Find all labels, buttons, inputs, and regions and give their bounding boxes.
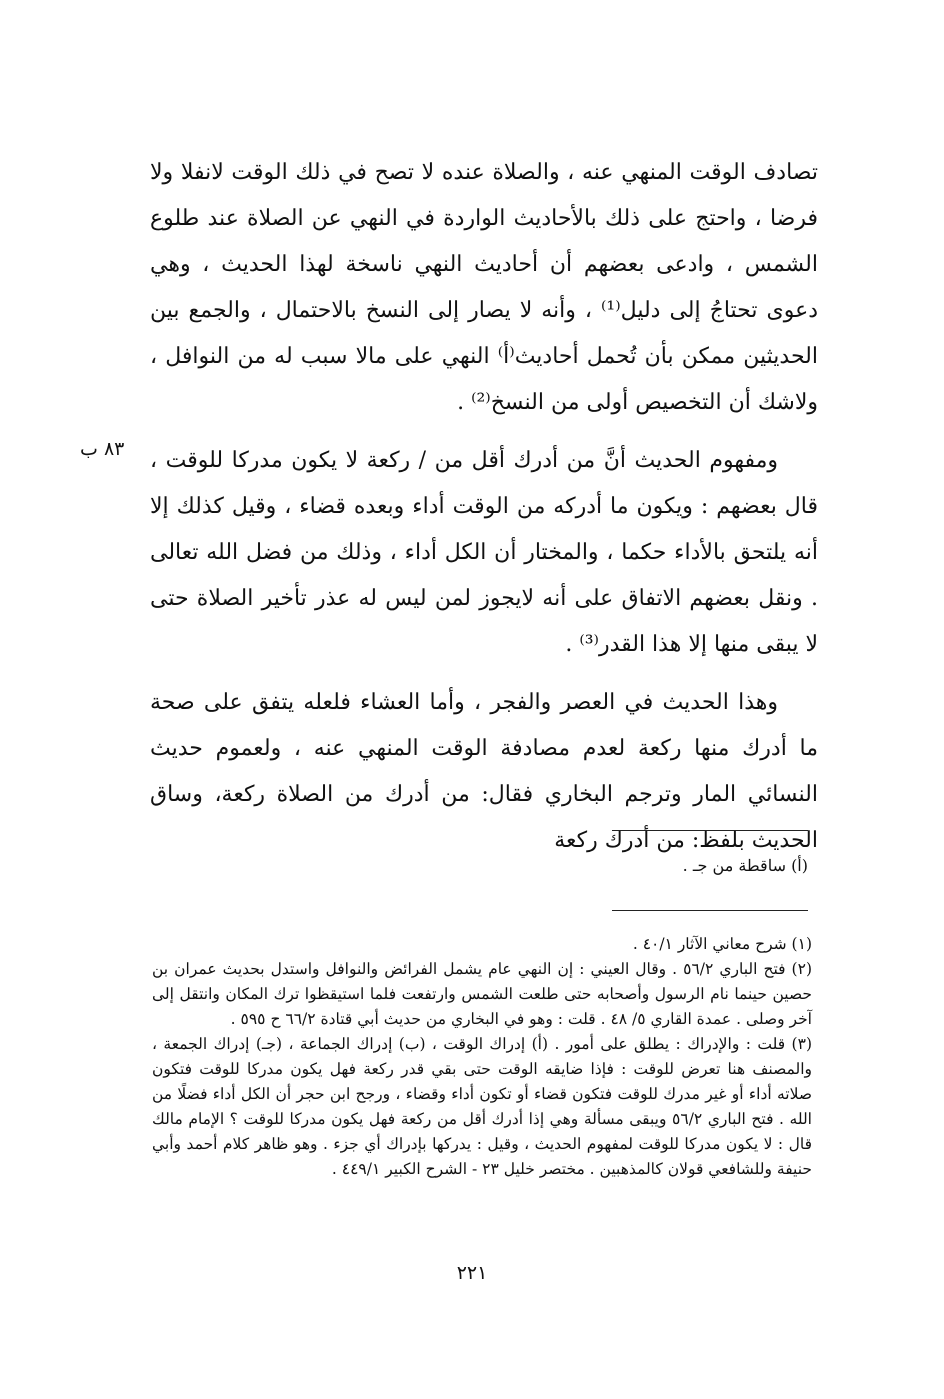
footnote-3: (٣) قلت : والإدراك : يطلق على أمور . (أ) إدراك الوقت ، (ب) إدراك الجماعة ، (جـ) إدراك الجمعة ، والمصنف هنا تعرض للوقت : فإذا ضايقه الوقت حتى بقي قدر ركعة فهل يكون مدركا للوقت فتكون صلاته أداء أو غير مدرك للوقت فتكون قضاء أو تكون أداء وقضاء ، ورجح ابن حجر أن الكل أداء فضلًا من الله . فتح الباري ٥٦/٢ ويبقى مسألة وهي إذا أدرك أقل من ركعة فهل يكون مدركا للوقت ؟ الإمام مالك قال : لا يكون مدركا للوقت لمفهوم الحديث ، وقيل : يدركها بإدراك أي جزء . وهو ظاهر كلام أحمد وأبي حنيفة وللشافعي قولان كالمذهبين . مختصر خليل ٢٣ - الشرح الكبير ٤٤٩/١ . bbox=[152, 1035, 813, 1178]
page-number: ٢٢١ bbox=[456, 1262, 488, 1284]
paragraph-3: وهذا الحديث في العصر والفجر ، وأما العشاء فلعله يتفق على صحة ما أدرك منها ركعة لعدم مصادفة الوقت المنهي عنه ، ولعموم حديث النسائي المار وترجم البخاري فقال: من أدرك من الصلاة ركعة، وساق الحديث بلفظ: من أدرك ركعة bbox=[150, 690, 818, 853]
main-text bbox=[150, 150, 818, 876]
paragraph-1: تصادف الوقت المنهي عنه ، والصلاة عنده لا تصح في ذلك الوقت لانفلا ولا فرضا ، واحتج على ذلك بالأحاديث الواردة في النهي عن الصلاة عند طلوع الشمس ، وادعى بعضهم أن أحاديث النهي ناسخة لهذا الحديث ، وهي دعوى تحتاجُ إلى دليل⁽¹⁾ ، وأنه لا يصار إلى النسخ بالاحتمال ، والجمع بين الحديثين ممكن بأن تُحمل أحاديث⁽أ⁾ النهي على مالا سبب له من النوافل ، ولاشك أن التخصيص أولى من النسخ⁽²⁾ . bbox=[150, 160, 818, 415]
manuscript-folio-reference: ٨٣ ب bbox=[80, 438, 125, 460]
footnote-divider bbox=[612, 910, 808, 911]
variant-note: (أ) ساقطة من جـ . bbox=[682, 856, 808, 875]
footnotes bbox=[152, 932, 812, 1182]
footnote-divider-variant bbox=[612, 830, 808, 831]
footnote-1: (١) شرح معاني الآثار ٤٠/١ . bbox=[632, 935, 812, 953]
footnote-2: (٢) فتح الباري ٥٦/٢ . وقال العيني : إن النهي عام يشمل الفرائض والنوافل واستدل بحديث عمران بن حصين حينما نام الرسول وأصحابه حتى طلعت الشمس وارتفعت فلما استيقظوا ترك المكان وانتقل إلى آخر وصلى . عمدة القاري ٥/ ٤٨ . قلت : وهو في البخاري من حديث أبي قتادة ٦٦/٢ ح ٥٩٥ . bbox=[152, 960, 812, 1028]
paragraph-2: ومفهوم الحديث أنَّ من أدرك أقل من / ركعة لا يكون مدركا للوقت ، قال بعضهم : ويكون ما أدركه من الوقت أداء وبعده قضاء ، وقيل كذلك إلا أنه يلتحق بالأداء حكما ، والمختار أن الكل أداء ، وذلك من فضل الله تعالى . ونقل بعضهم الاتفاق على أنه لايجوز لمن ليس له عذر تأخير الصلاة حتى لا يبقى منها إلا هذا القدر⁽³⁾ . bbox=[150, 448, 818, 657]
